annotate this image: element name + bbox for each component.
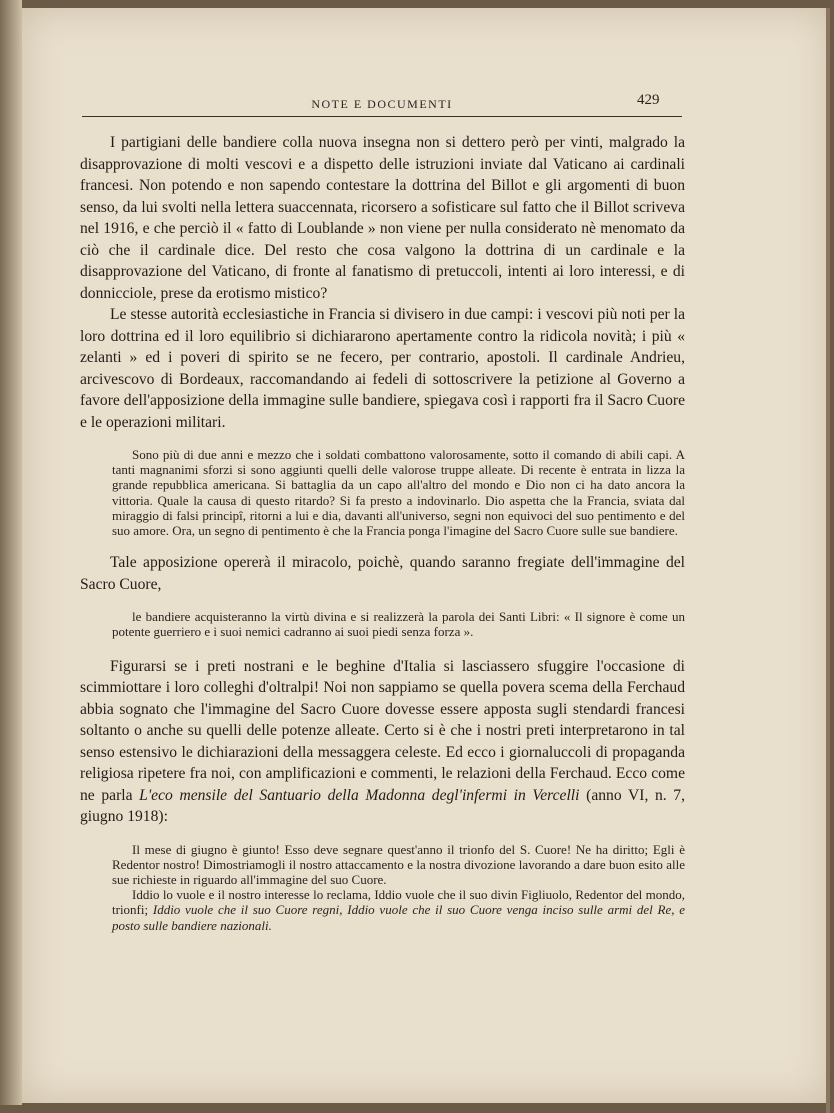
quotation-eco-2: [112, 887, 685, 933]
running-title: NOTE E DOCUMENTI: [311, 97, 453, 111]
quotation-andrieu: Sono più di due anni e mezzo che i soldati combattono valorosamente, sotto il comando di abili capi. A tanti magnanimi sforzi si sono aggiunti quelli delle valorose truppe alleate. Di recente è entrata in lizza la grande repubblica americana. Si battaglia da un capo all'altro del mondo e Dio non ci ha dato ancora la vittoria. Quale la causa di questo ritardo? Si fa presto a indovinarlo. Dio aspetta che la Francia, sviata dal miraggio di falsi principî, ritorni a lui e dia, davanti all'universo, segni non equivoci del suo pentimento e del suo amore. Ora, un segno di pentimento è che la Francia ponga l'imagine del Sacro Cuore sulle sue bandiere.: [112, 447, 685, 539]
paragraph-3: Tale apposizione opererà il miracolo, poichè, quando saranno fregiate dell'immagine del Sacro Cuore,: [80, 554, 685, 593]
paragraph-4: [80, 656, 685, 828]
page-number: 429: [637, 92, 660, 108]
paragraph-4-text: Figurarsi se i preti nostrani e le beghine d'Italia si lasciassero sfuggire l'occasione di scimmiottare i loro colleghi d'oltralpi! Noi non sappiamo se quella povera scema della Ferchaud abbia sognato che l'immagine del Sacro Cuore dovesse essere apposta sugli stendardi francesi soltanto o anche su quelli delle potenze alleate. Certo si è che i nostri preti interpretarono in tal senso estensivo le dichiarazioni della messaggera celeste. Ed ecco i giornaluccoli di propaganda religiosa ripetere fra noi, con amplificazioni e commenti, le relazioni della Ferchaud. Ecco come ne parla: [80, 657, 685, 804]
page-body: [80, 132, 685, 933]
paragraph-1: I partigiani delle bandiere colla nuova insegna non si dettero però per vinti, malgrado la disapprovazione di molti vescovi e a dispetto delle istruzioni inviate dal Vaticano ai cardinali francesi. Non potendo e non sapendo contestare la dottrina del Billot e gli argomenti di buon senso, da lui svolti nella lettera suaccennata, ricorsero a sofisticare sul fatto che il Billot scriveva nel 1916, e che perciò il « fatto di Loublande » non viene per nulla considerato nè menomato da ciò che il cardinale dice. Del resto che cosa valgono la dottrina di un cardinale e la disapprovazione del Vaticano, di fronte al fanatismo di pretuccoli, intenti ai loro interessi, e di donnicciole, prese da erotismo mistico?: [80, 134, 685, 302]
paragraph-2: Le stesse autorità ecclesiastiche in Francia si divisero in due campi: i vescovi più noti per la loro dottrina ed il loro equilibrio si dichiararono apertamente contro la ridicola novità; i più « zelanti » ed i poveri di spirito se ne fecero, per contrario, apostoli. Il cardinale Andrieu, arcivescovo di Bordeaux, raccomandando ai fedeli di sottoscrivere la petizione al Governo a favore dell'apposizione della immagine sulle bandiere, spiegava così i rapporti fra il Sacro Cuore e le operazioni militari.: [80, 306, 685, 431]
quotation-eco-2-plain: Iddio lo vuole e il nostro interesse lo reclama, Iddio vuole che il suo divin Figliuolo, Redentor del mondo, trionfi;: [112, 887, 685, 918]
periodical-title: L'eco mensile del Santuario della Madonna degl'infermi in Vercelli: [139, 786, 580, 804]
paragraph-4-citation: (anno VI, n. 7, giugno 1918):: [80, 786, 686, 826]
quotation-bandiere: le bandiere acquisteranno la virtù divina e si realizzerà la parola dei Santi Libri: « Il signore è come un potente guerriero e i suoi nemici cadranno ai suoi piedi senza forza ».: [112, 609, 685, 640]
quotation-eco-1: Il mese di giugno è giunto! Esso deve segnare quest'anno il trionfo del S. Cuore! Ne ha diritto; Egli è Redentor nostro! Dimostriamogli il nostro attaccamento e la nostra divozione lavorando a dare buon esito alle sue richieste in riguardo all'immagine del suo Cuore.: [112, 841, 685, 888]
running-header: [82, 94, 682, 117]
page-edge: [826, 8, 830, 1113]
book-spine: [0, 0, 22, 1105]
quotation-eco-2-italic: Iddio vuole che il suo Cuore regni, Iddio vuole che il suo Cuore venga inciso sulle armi del Re, e posto sulle bandiere nazionali.: [112, 902, 685, 933]
